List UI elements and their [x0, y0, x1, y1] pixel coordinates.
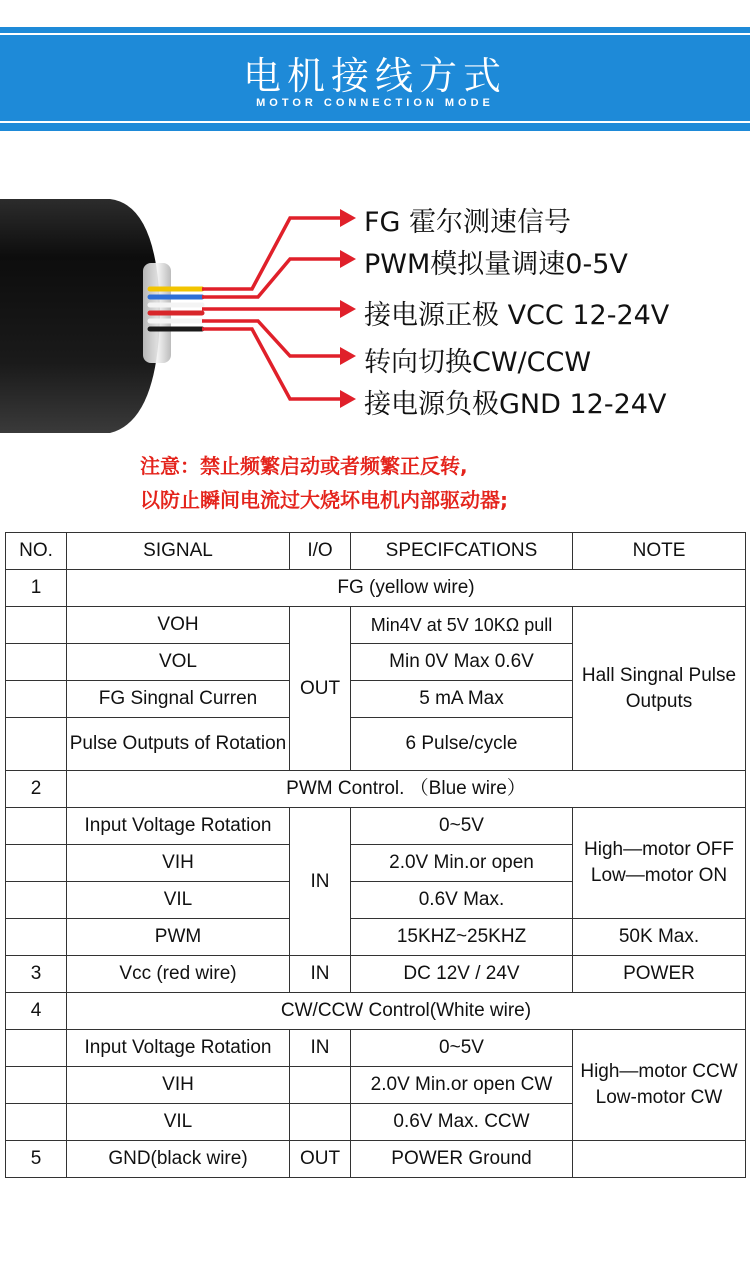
note-cell: High—motor OFF Low—motor ON [573, 808, 746, 919]
banner-title: 电机接线方式 [242, 54, 507, 98]
signal-cell: GND(black wire) [67, 1141, 290, 1178]
signal-cell: Pulse Outputs of Rotation [67, 718, 290, 771]
empty-cell [6, 845, 67, 882]
arrow-pwm [202, 259, 340, 297]
arrow-fg [202, 218, 340, 289]
wire-label-fg: FG 霍尔测速信号 [364, 207, 572, 238]
empty-cell [6, 644, 67, 681]
empty-cell [6, 607, 67, 644]
label-arrows [202, 218, 340, 399]
spec-cell: DC 12V / 24V [351, 956, 573, 993]
arrow-gnd [202, 329, 340, 399]
empty-cell [6, 882, 67, 919]
empty-cell [6, 919, 67, 956]
row-no: 3 [6, 956, 67, 993]
header-no: NO. [6, 533, 67, 570]
section-title: PWM Control. （Blue wire） [67, 771, 746, 808]
signal-cell: Input Voltage Rotation [67, 808, 290, 845]
table-row [6, 771, 746, 808]
arrow-cw [202, 321, 340, 356]
arrow-head-gnd [340, 390, 356, 408]
header-io: I/O [290, 533, 351, 570]
banner-top-line [0, 33, 750, 35]
empty-cell [6, 718, 67, 771]
table-row [6, 1030, 746, 1067]
row-no: 5 [6, 1141, 67, 1178]
table-row [6, 956, 746, 993]
spec-cell: 2.0V Min.or open CW [351, 1067, 573, 1104]
spec-cell: POWER Ground [351, 1141, 573, 1178]
empty-cell [6, 1067, 67, 1104]
row-no: 2 [6, 771, 67, 808]
spec-cell: 0.6V Max. CCW [351, 1104, 573, 1141]
spec-cell: Min4V at 5V 10KΩ pull [351, 607, 573, 644]
table-row [6, 919, 746, 956]
wire-label-gnd: 接电源负极GND 12-24V [364, 389, 667, 420]
section-title: FG (yellow wire) [67, 570, 746, 607]
table-row [6, 808, 746, 845]
note-cell: 50K Max. [573, 919, 746, 956]
spec-cell: 6 Pulse/cycle [351, 718, 573, 771]
io-cell: IN [290, 956, 351, 993]
arrow-head-cw [340, 347, 356, 365]
io-cell: OUT [290, 607, 351, 771]
header-note: NOTE [573, 533, 746, 570]
io-cell: IN [290, 808, 351, 956]
spec-table [5, 532, 746, 1178]
header-signal: SIGNAL [67, 533, 290, 570]
io-cell [290, 1104, 351, 1141]
banner-bottom-line [0, 121, 750, 123]
note-cell: High—motor CCW Low-motor CW [573, 1030, 746, 1141]
table-row [6, 993, 746, 1030]
table-header-row [6, 533, 746, 570]
arrow-head-fg [340, 209, 356, 227]
spec-cell: Min 0V Max 0.6V [351, 644, 573, 681]
wire-label-cw: 转向切换CW/CCW [364, 347, 592, 378]
spec-cell: 5 mA Max [351, 681, 573, 718]
signal-cell: FG Singnal Curren [67, 681, 290, 718]
arrow-heads [340, 209, 356, 408]
wiring-diagram [0, 185, 750, 445]
spec-cell: 2.0V Min.or open [351, 845, 573, 882]
header-specifications: SPECIFCATIONS [351, 533, 573, 570]
row-no: 1 [6, 570, 67, 607]
note-cell [573, 1141, 746, 1178]
signal-cell: VIL [67, 882, 290, 919]
wire-label-vcc: 接电源正极 VCC 12-24V [364, 300, 670, 331]
io-cell: IN [290, 1030, 351, 1067]
empty-cell [6, 1104, 67, 1141]
signal-cell: PWM [67, 919, 290, 956]
arrow-head-pwm [340, 250, 356, 268]
empty-cell [6, 1030, 67, 1067]
signal-cell: VOL [67, 644, 290, 681]
motor-body [0, 199, 160, 433]
table-row [6, 1141, 746, 1178]
table-row [6, 570, 746, 607]
empty-cell [6, 808, 67, 845]
signal-cell: Input Voltage Rotation [67, 1030, 290, 1067]
spec-cell: 0~5V [351, 808, 573, 845]
io-cell [290, 1067, 351, 1104]
signal-cell: Vcc (red wire) [67, 956, 290, 993]
spec-cell: 0~5V [351, 1030, 573, 1067]
header-banner [0, 27, 750, 131]
banner-subtitle: MOTOR CONNECTION MODE [256, 97, 494, 109]
io-cell: OUT [290, 1141, 351, 1178]
spec-cell: 0.6V Max. [351, 882, 573, 919]
signal-cell: VIH [67, 1067, 290, 1104]
warning-line-2: 以防止瞬间电流过大烧坏电机内部驱动器; [140, 488, 508, 512]
empty-cell [6, 681, 67, 718]
signal-cell: VIL [67, 1104, 290, 1141]
spec-cell: 15KHZ~25KHZ [351, 919, 573, 956]
row-no: 4 [6, 993, 67, 1030]
note-cell: Hall Singnal Pulse Outputs [573, 607, 746, 771]
wire-label-pwm: PWM模拟量调速0-5V [364, 249, 628, 280]
signal-cell: VIH [67, 845, 290, 882]
warning-line-1: 注意：禁止频繁启动或者频繁正反转, [140, 454, 468, 478]
table-row [6, 607, 746, 644]
signal-cell: VOH [67, 607, 290, 644]
arrow-head-vcc [340, 300, 356, 318]
section-title: CW/CCW Control(White wire) [67, 993, 746, 1030]
note-cell: POWER [573, 956, 746, 993]
